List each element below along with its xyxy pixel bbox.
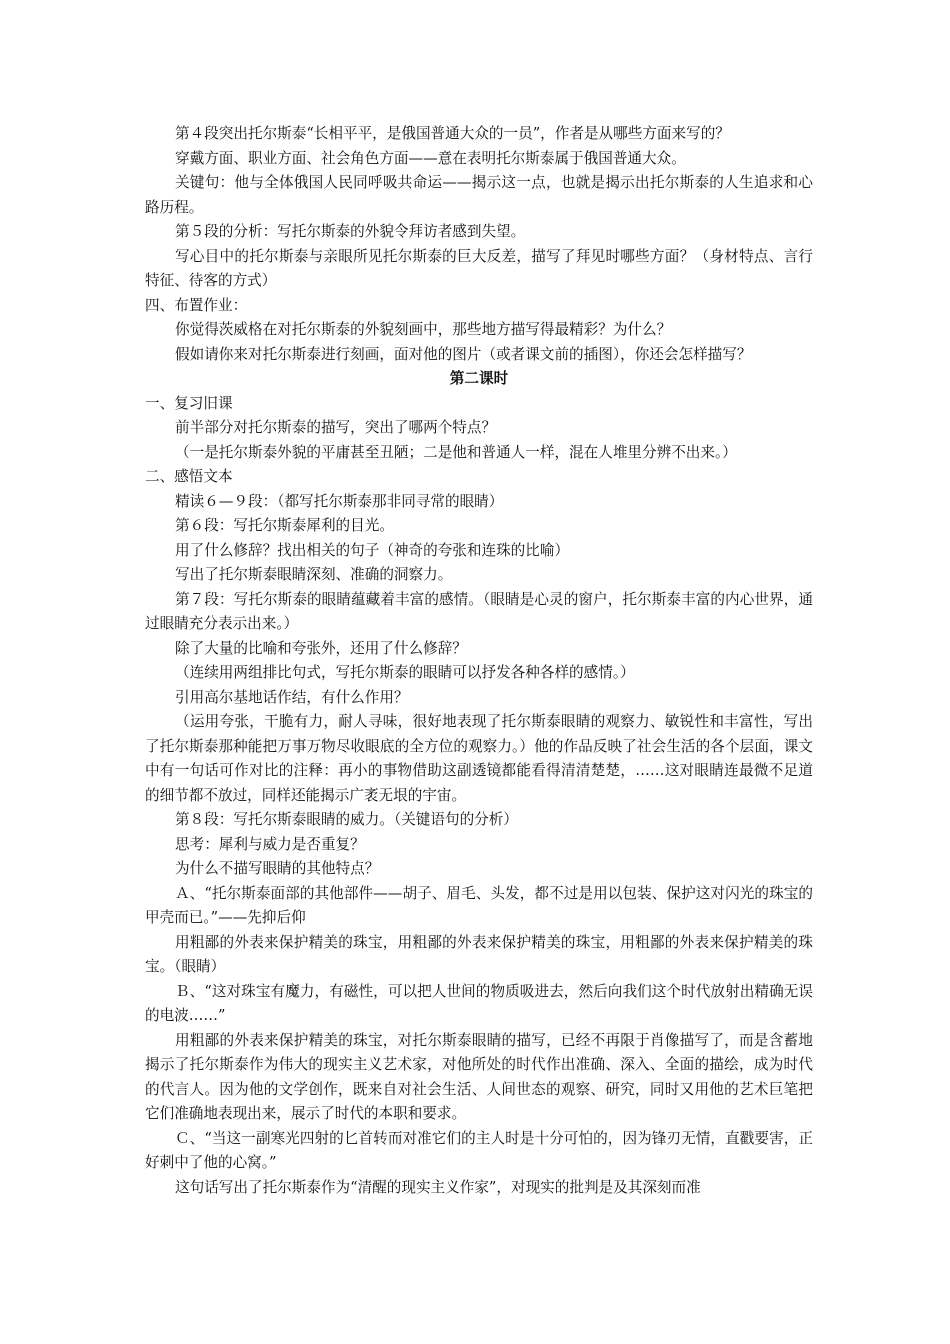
body-paragraph: 关键句：他与全体俄国人民同呼吸共命运——揭示这一点，也就是揭示出托尔斯泰的人生追求和心路历程。 [145,174,813,216]
body-paragraph: 第６段：写托尔斯泰犀利的目光。 [175,517,394,534]
body-paragraph: 第５段的分析：写托尔斯泰的外貌令拜访者感到失望。 [175,223,526,240]
body-paragraph: 第８段：写托尔斯泰眼睛的威力。（关键语句的分析） [175,811,518,828]
body-paragraph: （运用夸张，干脆有力，耐人寻味，很好地表现了托尔斯泰眼睛的观察力、敏锐性和丰富性，写出了托尔斯泰那种能把万事万物尽收眼底的全方位的观察力。）他的作品反映了社会生活的各个层面，课文中有一句话可作对比的注释：再小的事物借助这副透镜都能看得清清楚楚，……这对眼睛连最微不足道的细节都不放过，同样还能揭示广袤无垠的宇宙。 [145,713,813,804]
body-paragraph: 前半部分对托尔斯泰的描写，突出了哪两个特点？ [175,419,497,436]
body-paragraph: 除了大量的比喻和夸张外，还用了什么修辞？ [175,639,467,657]
body-paragraph: 写出了托尔斯泰眼睛深刻、准确的洞察力。 [175,566,453,583]
section-title: 二、感悟文本 [145,468,233,485]
body-paragraph: 第７段：写托尔斯泰的眼睛蕴藏着丰富的感情。（眼睛是心灵的窗户，托尔斯泰丰富的内心世界，通过眼睛充分表示出来。） [145,590,813,632]
section-title: 四、布置作业： [145,296,248,314]
body-paragraph: 用粗鄙的外表来保护精美的珠宝，用粗鄙的外表来保护精美的珠宝，用粗鄙的外表来保护精美的珠宝。（眼睛） [145,933,813,975]
body-paragraph: 用粗鄙的外表来保护精美的珠宝，对托尔斯泰眼睛的描写，已经不再限于肖像描写了，而是含蓄地揭示了托尔斯泰作为伟大的现实主义艺术家，对他所处的时代作出准确、深入、全面的描绘，成为时代的代言人。因为他的文学创作，既来自对社会生活、人间世态的观察、研究，同时又用他的艺术巨笔把它们准确地表现出来，展示了时代的本职和要求。 [145,1031,813,1122]
body-paragraph: Ａ、“托尔斯泰面部的其他部件——胡子、眉毛、头发，都不过是用以包装、保护这对闪光的珠宝的甲壳而已。”——先抑后仰 [145,884,813,926]
body-paragraph: 用了什么修辞？找出相关的句子（神奇的夸张和连珠的比喻） [175,541,570,559]
body-paragraph: 引用高尔基地话作结，有什么作用？ [175,688,409,706]
body-paragraph: 为什么不描写眼睛的其他特点？ [175,860,380,877]
body-paragraph: （连续用两组排比句式，写托尔斯泰的眼睛可以抒发各种各样的感情。） [175,664,635,681]
body-paragraph: （一是托尔斯泰外貌的平庸甚至丑陋；二是他和普通人一样，混在人堆里分辨不出来。） [175,443,737,461]
body-paragraph: 你觉得茨威格在对托尔斯泰的外貌刻画中，那些地方描写得最精彩？为什么？ [175,321,672,338]
body-paragraph: Ｂ、“这对珠宝有魔力，有磁性，可以把人世间的物质吸进去，然后向我们这个时代放射出精确无误的电波……” [145,982,813,1024]
body-paragraph: Ｃ、“当这一副寒光四射的匕首转而对准它们的主人时是十分可怕的，因为锋刃无情，直戳要害，正好刺中了他的心窝。” [145,1129,813,1171]
body-paragraph: 思考：犀利与威力是否重复？ [175,835,365,853]
section-title: 一、复习旧课 [145,394,233,412]
body-paragraph: 假如请你来对托尔斯泰进行刻画，面对他的图片（或者课文前的插图），你还会怎样描写？ [175,345,752,363]
body-paragraph: 这句话写出了托尔斯泰作为“清醒的现实主义作家”，对现实的批判是及其深刻而准 [175,1178,701,1196]
document-body [145,122,813,1200]
section-heading: 第二课时 [449,370,509,387]
body-paragraph: 精读６—９段：（都写托尔斯泰那非同寻常的眼睛） [175,492,504,510]
body-paragraph: 第４段突出托尔斯泰“长相平平，是俄国普通大众的一员”，作者是从哪些方面来写的？ [175,125,730,142]
body-paragraph: 穿戴方面、职业方面、社会角色方面——意在表明托尔斯泰属于俄国普通大众。 [175,149,686,167]
body-paragraph: 写心目中的托尔斯泰与亲眼所见托尔斯泰的巨大反差，描写了拜见时哪些方面？（身材特点、言行特征、待客的方式） [145,247,813,289]
